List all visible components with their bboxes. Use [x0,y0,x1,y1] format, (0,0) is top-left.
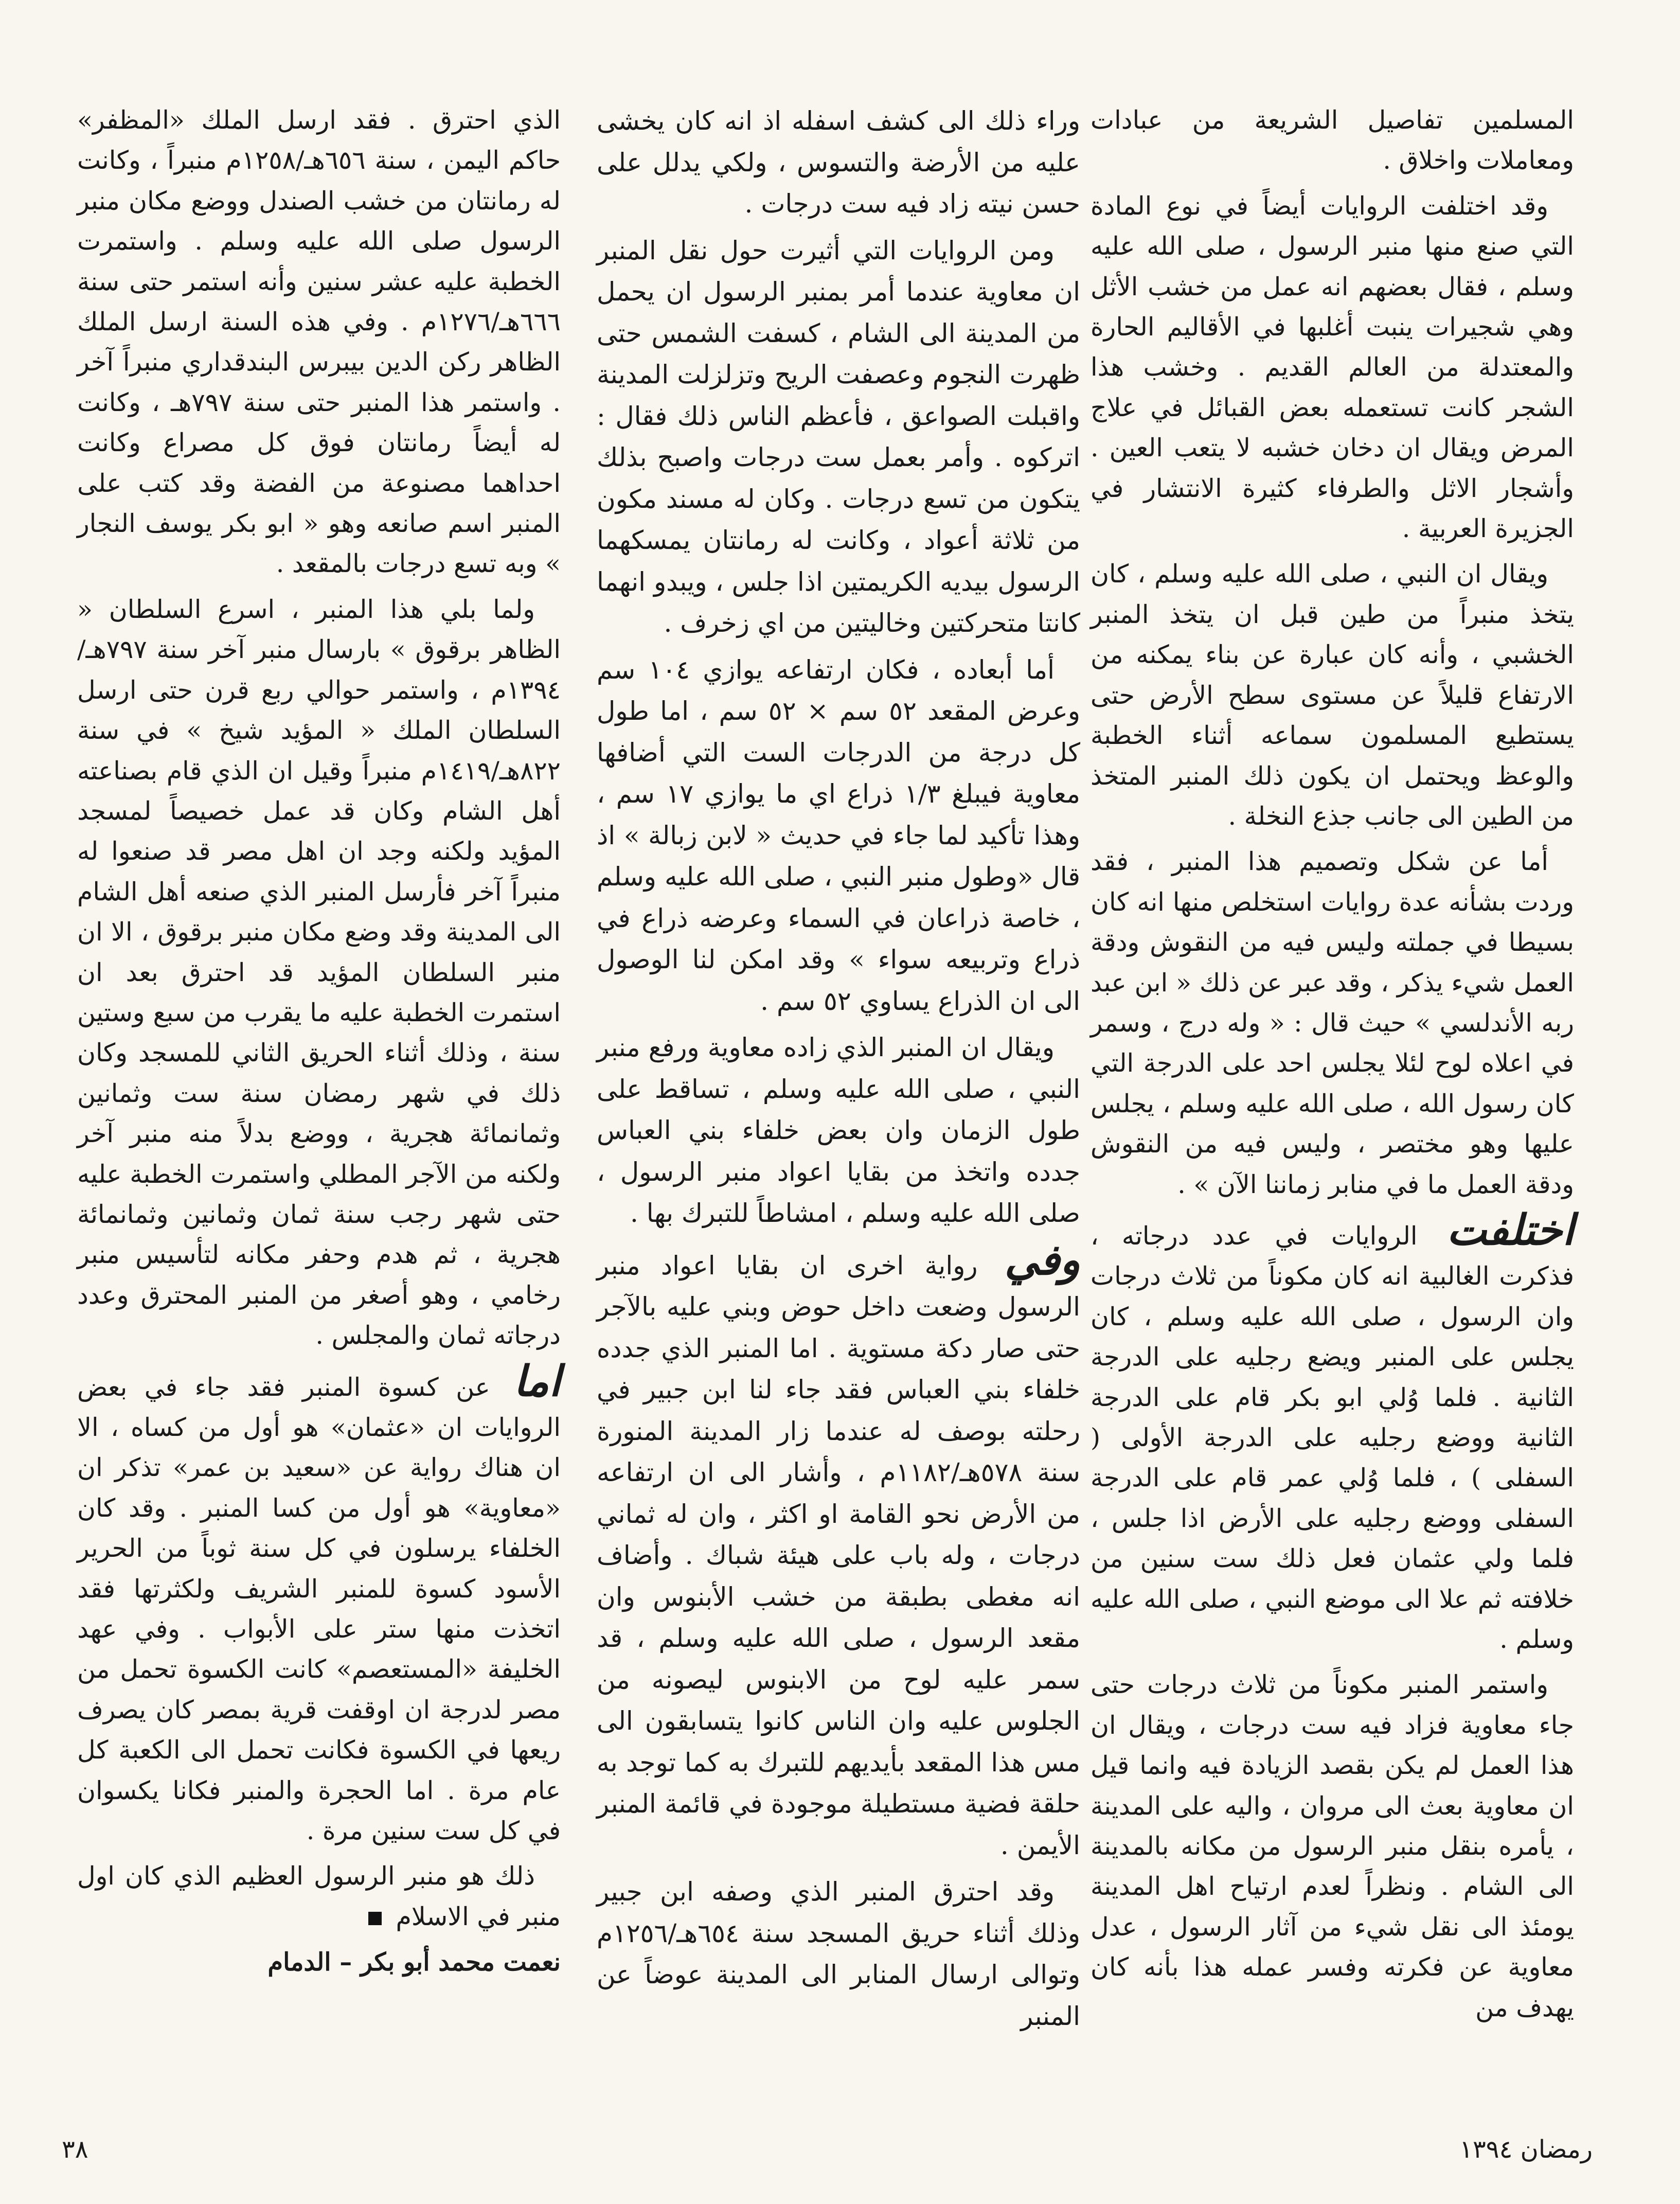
drop-paragraph [77,1356,561,1852]
paragraph: أما عن شكل وتصميم هذا المنبر ، فقد وردت بشأنه عدة روايات استخلص منها انه كان بسيطا في جملته وليس فيه من النقوش ودقة العمل شيء يذكر ، وقد عبر عن ذلك « ابن عبد ربه الأندلسي » حيث قال : « وله درج ، وسمر في اعلاه لوح لئلا يجلس احد على الدرجة التي كان رسول الله ، صلى الله عليه وسلم ، يجلس عليها وهو مختصر ، وليس فيه من النقوش ودقة العمل ما في منابر زماننا الآن » . [1091,847,1574,1199]
calligraphic-drop-word: اختلفت [1446,1205,1574,1255]
article-column-right [1091,100,1574,2048]
paragraph: الذي احترق . فقد ارسل الملك «المظفر» حاكم اليمن ، سنة ٦٥٦هـ/١٢٥٨م منبراً ، وكانت له رمانتان من خشب الصندل ووضع مكان منبر الرسول صلى الله عليه وسلم . واستمرت الخطبة عليه عشر سنين وأنه استمر حتى سنة ٦٦٦هـ/١٢٧٦م . وفي هذه السنة ارسل الملك الظاهر ركن الدين بيبرس البندقداري منبراً آخر . واستمر هذا المنبر حتى سنة ٧٩٧هـ ، وكانت له أيضاً رمانتان فوق كل مصراع وكانت احداهما مصنوعة من الفضة وقد كتب على المنبر اسم صانعه وهو « ابو بكر يوسف النجار » وبه تسع درجات بالمقعد . [77,105,561,579]
end-mark-icon [368,1912,382,1925]
paragraph-text: رواية اخرى ان بقايا اعواد منبر الرسول وضعت داخل حوض وبني عليه بالآجر حتى صار دكة مستوية . اما المنبر الذي جدده خلفاء بني العباس فقد جاء لنا ابن جبير في رحلته بوصف له عندما زار المدينة المنورة سنة ٥٧٨هـ/١١٨٢م ، وأشار الى ان ارتفاعه من الأرض نحو القامة او اكثر ، وان له ثماني درجات ، وله باب على هيئة شباك . وأضاف انه مغطى بطبقة من خشب الأبنوس وان مقعد الرسول ، صلى الله عليه وسلم ، قد سمر عليه لوح من الابنوس ليصونه من الجلوس عليه وان الناس كانوا يتسابقون الى مس هذا المقعد بأيديهم للتبرك به كما توجد به حلقة فضية مستطيلة موجودة في قائمة المنبر الأيمن . [597,1250,1081,1860]
closing-text: ذلك هو منبر الرسول العظيم الذي كان اول منبر في الاسلام [77,1861,561,1931]
drop-paragraph [597,1235,1081,1867]
drop-paragraph [1091,1205,1574,1660]
paragraph: ويقال ان المنبر الذي زاده معاوية ورفع منبر النبي ، صلى الله عليه وسلم ، تساقط على طول الزمان وان بعض خلفاء بني العباس جدده واتخذ من بقايا اعواد منبر الرسول ، صلى الله عليه وسلم ، امشاطاً للتبرك بها . [597,1033,1080,1228]
paragraph-text: عن كسوة المنبر فقد جاء في بعض الروايات ان «عثمان» هو أول من كساه ، الا ان هناك رواية عن «سعيد بن عمر» تذكر ان «معاوية» هو أول من كسا المنبر . وقد كان الخلفاء يرسلون في كل سنة ثوباً من الحرير الأسود كسوة للمنبر الشريف ولكثرتها فقد اتخذت منها ستر على الأبواب . وفي عهد الخليفة «المستعصم» كانت الكسوة تحمل من مصر لدرجة ان اوقفت قرية بمصر كان يصرف ريعها في الكسوة فكانت تحمل الى الكعبة كل عام مرة . اما الحجرة والمنبر فكانا يكسوان في كل ست سنين مرة . [77,1372,561,1846]
paragraph: وقد اختلفت الروايات أيضاً في نوع المادة التي صنع منها منبر الرسول ، صلى الله عليه وسلم ، فقال بعضهم انه عمل من خشب الأثل وهي شجيرات ينبت أغلبها في الأقاليم الحارة والمعتدلة من العالم القديم . وخشب هذا الشجر كانت تستعمله بعض القبائل في علاج المرض ويقال ان دخان خشبه لا يتعب العين . وأشجار الاثل والطرفاء كثيرة الانتشار في الجزيرة العربية . [1091,191,1574,544]
issue-date: رمضان ١٣٩٤ [1459,2135,1593,2164]
author-signature: نعمت محمد أبو بكر – الدمام [267,1948,561,1977]
article-column-left [77,100,561,2004]
closing-paragraph [77,1856,561,1937]
paragraph: ويقال ان النبي ، صلى الله عليه وسلم ، كان يتخذ منبراً من طين قبل ان يتخذ المنبر الخشبي ، وأنه كان عبارة عن بناء يمكنه من الارتفاع قليلاً عن مستوى سطح الأرض حتى يستطيع المسلمون سماعه أثناء الخطبة والوعظ ويحتمل ان يكون ذلك المنبر المتخذ من الطين الى جانب جذع النخلة . [1091,559,1574,831]
paragraph-text: الروايات في عدد درجاته ، فذكرت الغالبية انه كان مكوناً من ثلاث درجات وان الرسول ، صلى الله عليه وسلم ، كان يجلس على المنبر ويضع رجليه على الدرجة الثانية . فلما وُلي ابو بكر قام على الدرجة الثانية ووضع رجليه على الدرجة الأولى ( السفلى ) ، فلما وُلي عمر قام على الدرجة السفلى ووضع رجليه على الأرض اذا جلس ، فلما ولي عثمان فعل ذلك ست سنين من خلافته ثم علا الى موضع النبي ، صلى الله عليه وسلم . [1091,1221,1574,1655]
paragraph: واستمر المنبر مكوناً من ثلاث درجات حتى جاء معاوية فزاد فيه ست درجات ، ويقال ان هذا العمل لم يكن بقصد الزيادة فيه وانما قيل ان معاوية بعث الى مروان ، واليه على المدينة ، يأمره بنقل منبر الرسول من مكانه بالمدينة الى الشام . ونظراً لعدم ارتياح اهل المدينة يومئذ الى نقل شيء من آثار الرسول ، عدل معاوية عن فكرته وفسر عمله هذا بأنه كان يهدف من [1091,1670,1574,2022]
article-column-middle [597,100,1080,2048]
paragraph: أما أبعاده ، فكان ارتفاعه يوازي ١٠٤ سم وعرض المقعد ٥٢ سم × ٥٢ سم ، اما طول كل درجة من الدرجات الست التي أضافها معاوية فيبلغ ١/٣ ذراع اي ما يوازي ١٧ سم ، وهذا تأكيد لما جاء في حديث « لابن زبالة » اذ قال «وطول منبر النبي ، صلى الله عليه وسلم ، خاصة ذراعان في السماء وعرضه ذراع في ذراع وتربيعه سواء » وقد امكن لنا الوصول الى ان الذراع يساوي ٥٢ سم . [597,654,1081,1016]
page-number: ٣٨ [62,2135,88,2164]
paragraph: وقد احترق المنبر الذي وصفه ابن جبير وذلك أثناء حريق المسجد سنة ٦٥٤هـ/١٢٥٦م وتوالى ارسال المنابر الى المدينة عوضاً عن المنبر [597,1877,1080,2031]
paragraph: ومن الروايات التي أثيرت حول نقل المنبر ان معاوية عندما أمر بمنبر الرسول ان يحمل من المدينة الى الشام ، كسفت الشمس حتى ظهرت النجوم وعصفت الريح وتزلزلت المدينة واقبلت الصواعق ، فأعظم الناس ذلك فقال : اتركوه . وأمر بعمل ست درجات واصبح بذلك يتكون من تسع درجات . وكان له مسند مكون من ثلاثة أعواد ، وكانت له رمانتان يمسكهما الرسول بيديه الكريمتين اذا جلس ، ويبدو انهما كانتا متحركتين وخاليتين من اي زخرف . [597,235,1080,638]
paragraph: المسلمين تفاصيل الشريعة من عبادات ومعاملات واخلاق . [1091,105,1574,175]
calligraphic-drop-word: وفي [1004,1235,1080,1285]
paragraph: وراء ذلك الى كشف اسفله اذ انه كان يخشى عليه من الأرضة والتسوس ، ولكي يدلل على حسن نيته زاد فيه ست درجات . [597,106,1080,219]
calligraphic-drop-word: اما [513,1356,561,1406]
paragraph: ولما بلي هذا المنبر ، اسرع السلطان « الظاهر برقوق » بارسال منبر آخر سنة ٧٩٧هـ/١٣٩٤م ، واستمر حوالي ربع قرن حتى ارسل السلطان الملك « المؤيد شيخ » في سنة ٨٢٢هـ/١٤١٩م منبراً وقيل ان الذي قام بصناعته أهل الشام وكان قد عمل خصيصاً لمسجد المؤيد ولكنه وجد ان اهل مصر قد صنعوا له منبراً آخر فأرسل المنبر الذي صنعه أهل الشام الى المدينة وقد وضع مكان منبر برقوق ، الا ان منبر السلطان المؤيد قد احترق بعد ان استمرت الخطبة عليه ما يقرب من سبع وستين سنة ، وذلك أثناء الحريق الثاني للمسجد وكان ذلك في شهر رمضان سنة ست وثمانين وثمانمائة هجرية ، ووضع بدلاً منه منبر آخر ولكنه من الآجر المطلي واستمرت الخطبة عليه حتى شهر رجب سنة ثمان وثمانين وثمانمائة هجرية ، ثم هدم وحفر مكانه لتأسيس منبر رخامي ، وهو أصغر من المنبر المحترق وعدد درجاته ثمان والمجلس . [77,594,561,1350]
